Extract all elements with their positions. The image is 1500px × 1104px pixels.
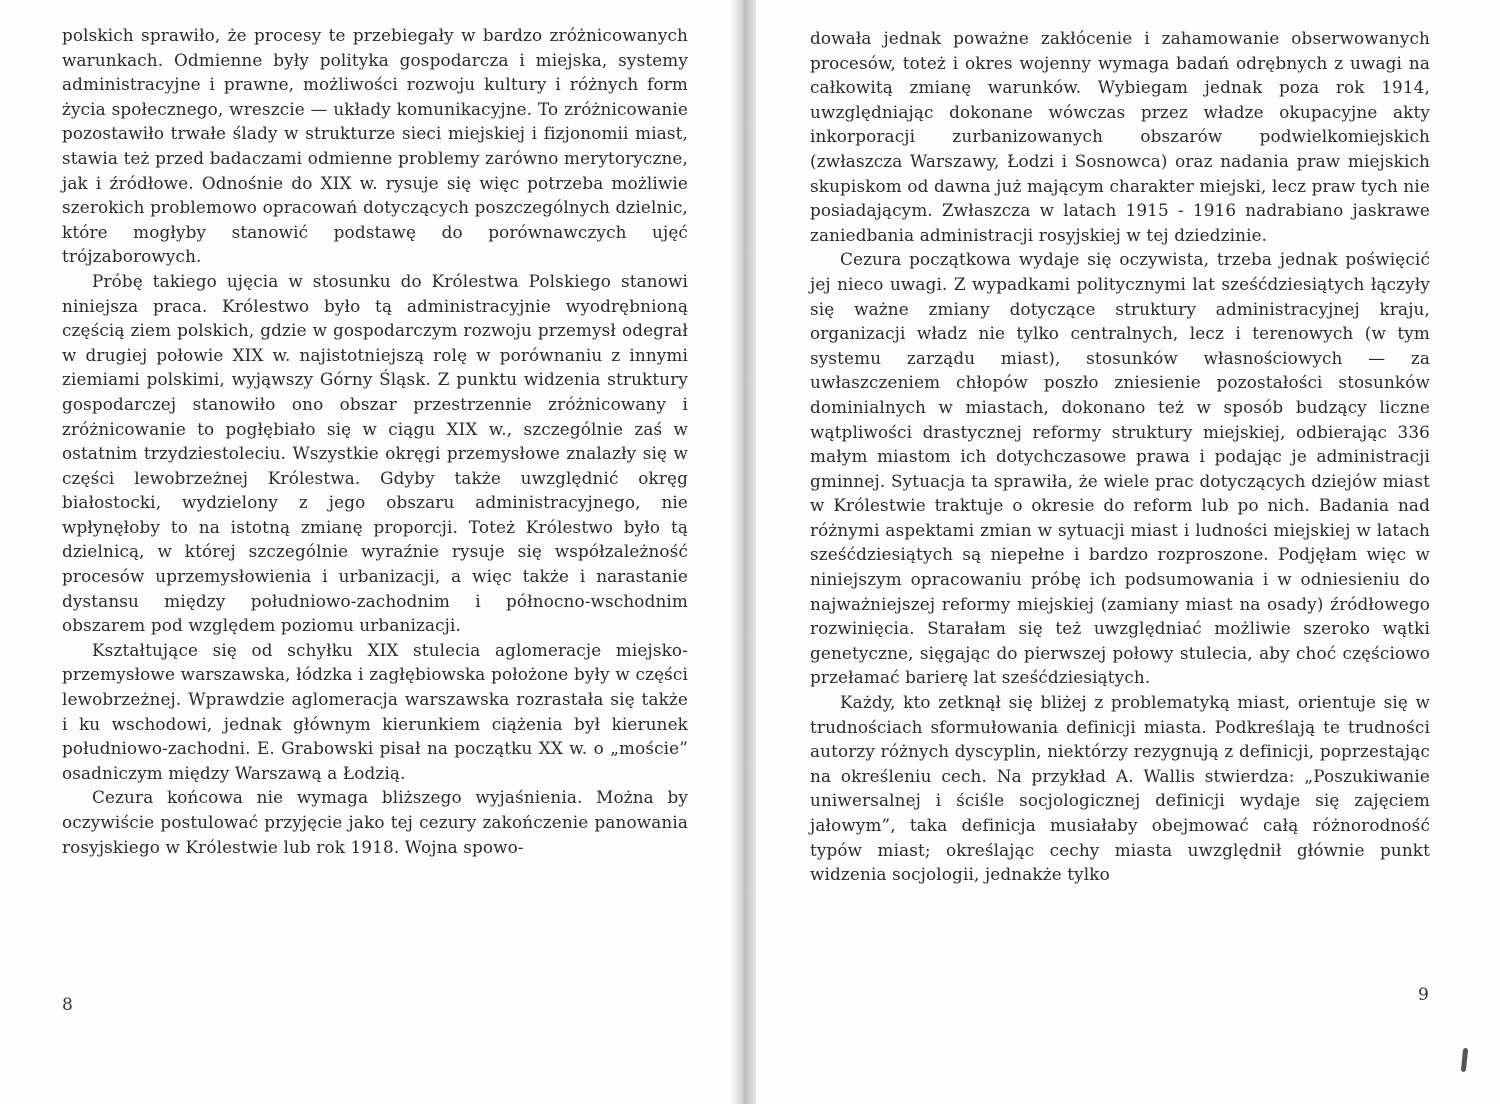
paragraph: Cezura końcowa nie wymaga bliższego wyjaśnienia. Można by oczywiście postulować przyjęcie jako tej cezury zakończenie panowania rosyjskiego w Królestwie lub rok 1918. Wojna spowo- xyxy=(62,787,688,857)
right-page-text xyxy=(810,26,1430,887)
paragraph: polskich sprawiło, że procesy te przebiegały w bardzo zróżnicowanych warunkach. Odmienne były polityka gospodarcza i miejska, systemy administracyjne i prawne, możliwości rozwoju kultury i różnych form życia społecznego, wreszcie — układy komunikacyjne. To zróżnicowanie pozostawiło trwałe ślady w strukturze sieci miejskiej i fizjonomii miast, stawia też przed badaczami odmienne problemy zarówno merytoryczne, jak i źródłowe. Odnośnie do XIX w. rysuje się więc potrzeba możliwie szerokich problemowo opracowań dotyczących poszczególnych dzielnic, które mogłyby stanowić podstawę do porównawczych ujęć trójzaborowych. xyxy=(62,25,688,267)
paragraph: dowała jednak poważne zakłócenie i zahamowanie obserwowanych procesów, toteż i okres wojenny wymaga badań odrębnych z uwagi na całkowitą zmianę warunków. Wybiegam jednak poza rok 1914, uwzględniając dokonane wówczas przez władze okupacyjne akty inkorporacji zurbanizowanych obszarów podwielkomiejskich (zwłaszcza Warszawy, Łodzi i Sosnowca) oraz nadania praw miejskich skupiskom od dawna już mającym charakter miejski, lecz praw tych nie posiadającym. Zwłaszcza w latach 1915 - 1916 nadrabiano jaskrawe zaniedbania administracji rosyjskiej w tej dziedzinie. xyxy=(810,28,1430,245)
paragraph: Cezura początkowa wydaje się oczywista, trzeba jednak poświęcić jej nieco uwagi. Z wypadkami politycznymi lat sześćdziesiątych łączyły się ważne zmiany dotyczące struktury administracyjnej kraju, organizacji władz nie tylko centralnych, lecz i terenowych (w tym systemu zarządu miast), stosunków własnościowych — za uwłaszczeniem chłopów poszło zniesienie pozostałości stosunków dominialnych w miastach, dokonano też w sposób budzący liczne wątpliwości drastycznej reformy struktury miejskiej, odbierając 336 małym miastom ich dotychczasowe prawa i podając je administracji gminnej. Sytuacja ta sprawiła, że wiele prac dotyczących dziejów miast w Królestwie traktuje o okresie do reform lub po nich. Badania nad różnymi aspektami zmian w sytuacji miast i ludności miejskiej w latach sześćdziesiątych są niepełne i bardzo rozproszone. Podjęłam więc w niniejszym opracowaniu próbę ich podsumowania i w odniesieniu do najważniejszej reformy miejskiej (zamiany miast na osady) źródłowego rozwinięcia. Starałam się też uwzględniać możliwie szeroko wątki genetyczne, sięgając do pierwszej połowy stulecia, aby choć częściowo przełamać barierę lat sześćdziesiątych. xyxy=(810,249,1430,688)
paragraph: Każdy, kto zetknął się bliżej z problematyką miast, orientuje się w trudnościach sformułowania definicji miasta. Podkreślają te trudności autorzy różnych dyscyplin, niektórzy rezygnują z definicji, poprzestając na określeniu cech. Na przykład A. Wallis stwierdza: „Poszukiwanie uniwersalnej i ściśle socjologicznej definicji wydaje się zajęciem jałowym”, taka definicja musiałaby obejmować całą różnorodność typów miast; określając cechy miasta uwzględnił głównie punkt widzenia socjologii, jednakże tylko xyxy=(810,692,1430,885)
paragraph: Próbę takiego ujęcia w stosunku do Królestwa Polskiego stanowi niniejsza praca. Królestwo było tą administracyjnie wyodrębnioną częścią ziem polskich, gdzie w gospodarczym rozwoju przemysł odegrał w drugiej połowie XIX w. najistotniejszą rolę w porównaniu z innymi ziemiami polskimi, wyjąwszy Górny Śląsk. Z punktu widzenia struktury gospodarczej stanowiło ono obszar przestrzennie zróżnicowany i zróżnicowanie to pogłębiało się w ciągu XIX w., szczególnie zaś w ostatnim trzydziestoleciu. Wszystkie okręgi przemysłowe znalazły się w części lewobrzeżnej Królestwa. Gdyby także uwzględnić okręg białostocki, wydzielony z jego obszaru administracyjnego, nie wpłynęłoby to na istotną zmianę proporcji. Toteż Królestwo było tą dzielnicą, w której szczególnie wyraźnie rysuje się współzależność procesów uprzemysłowienia i urbanizacji, a więc także i narastanie dystansu między południowo-zachodnim i północno-wschodnim obszarem pod względem poziomu urbanizacji. xyxy=(62,270,688,636)
book-gutter xyxy=(730,0,756,1104)
left-page-text xyxy=(62,23,688,859)
paragraph: Kształtujące się od schyłku XIX stulecia aglomeracje miejsko-przemysłowe warszawska, łódzka i zagłębiowska położone były w części lewobrzeżnej. Wprawdzie aglomeracja warszawska rozrastała się także i ku wschodowi, jednak głównym kierunkiem ciążenia był kierunek południowo-zachodni. E. Grabowski pisał na początku XX w. o „moście” osadniczym między Warszawą a Łodzią. xyxy=(62,639,688,783)
page-number-right: 9 xyxy=(1418,985,1429,1005)
page-number-left: 8 xyxy=(62,995,73,1015)
